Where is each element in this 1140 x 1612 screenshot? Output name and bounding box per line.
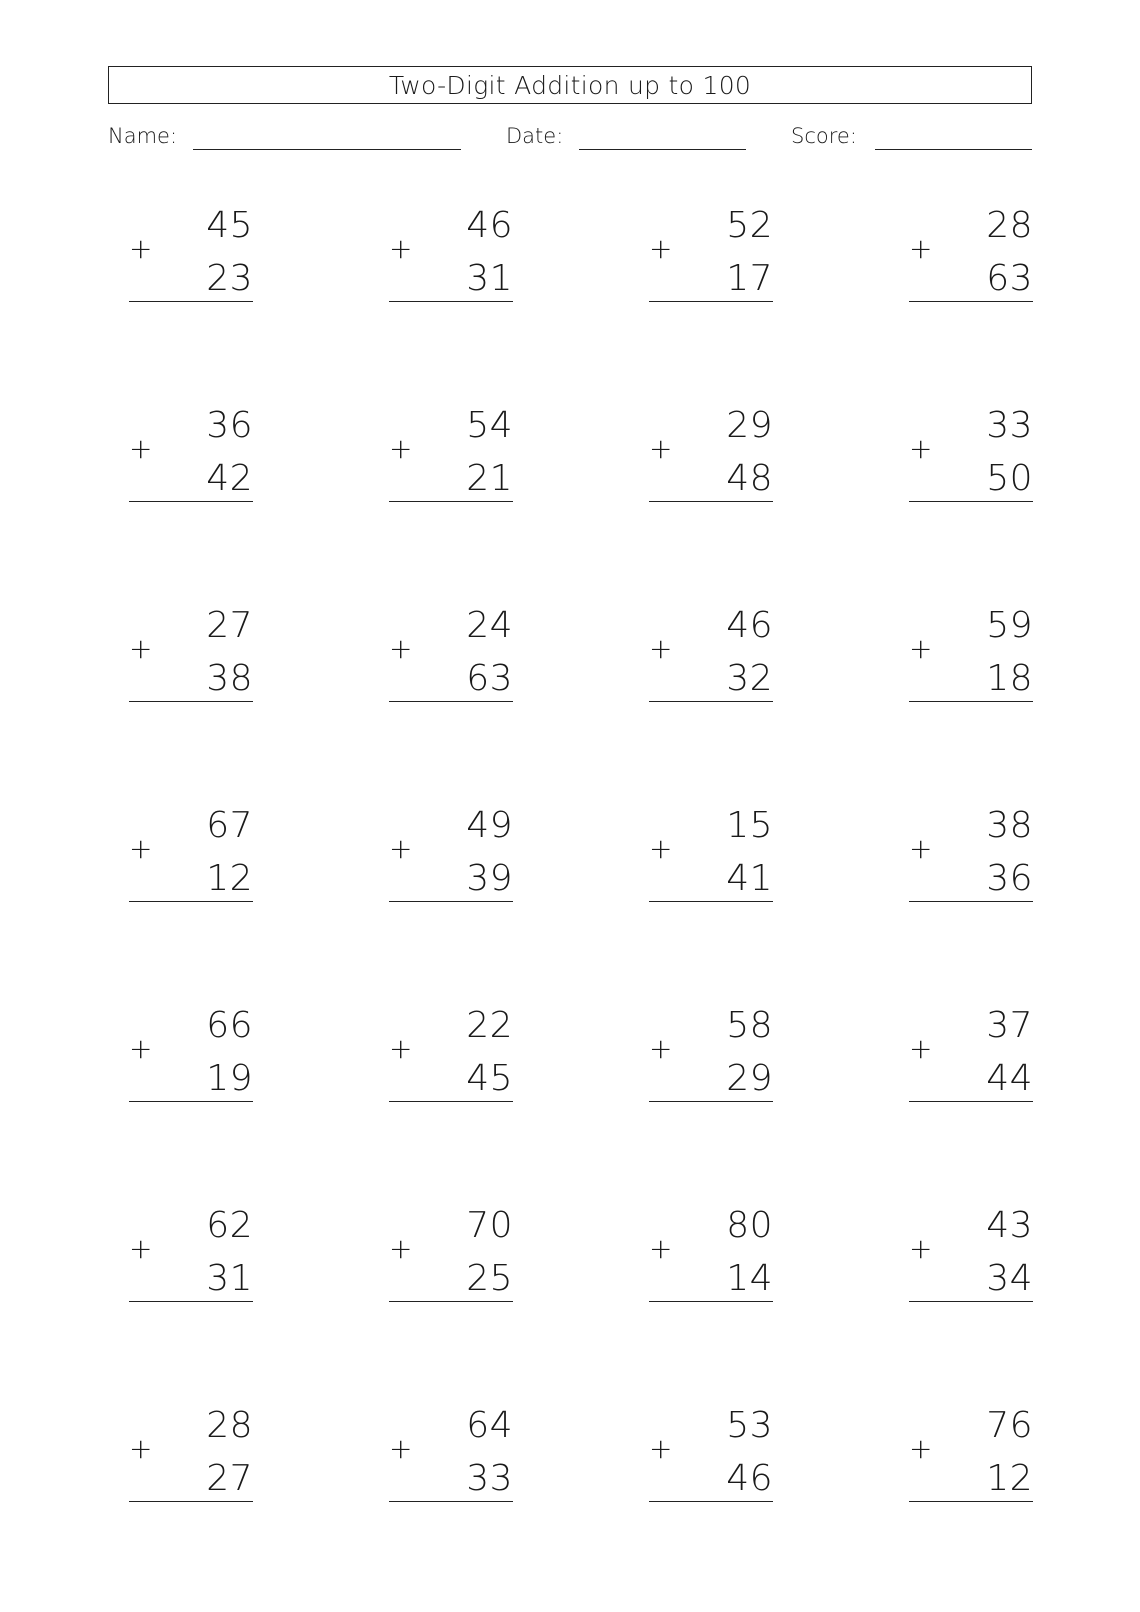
answer-line[interactable] [649, 701, 773, 702]
plus-sign: + [909, 1232, 933, 1265]
plus-sign: + [909, 1432, 933, 1465]
answer-line[interactable] [389, 901, 513, 902]
addition-problem [649, 1198, 773, 1308]
answer-line[interactable] [129, 1501, 253, 1502]
second-addend: 34 [986, 1258, 1033, 1299]
addition-problem [129, 398, 253, 508]
answer-line[interactable] [389, 701, 513, 702]
plus-sign: + [389, 632, 413, 665]
answer-line[interactable] [389, 1501, 513, 1502]
date-label: Date: [506, 124, 564, 148]
addition-problem [129, 598, 253, 708]
first-addend: 46 [726, 605, 773, 646]
second-addend: 33 [466, 1458, 513, 1499]
answer-line[interactable] [129, 501, 253, 502]
second-addend: 63 [986, 258, 1033, 299]
plus-sign: + [129, 632, 153, 665]
plus-sign: + [389, 1032, 413, 1065]
second-addend: 36 [986, 858, 1033, 899]
first-addend: 29 [726, 405, 773, 446]
first-addend: 27 [206, 605, 253, 646]
plus-sign: + [389, 1232, 413, 1265]
plus-sign: + [909, 832, 933, 865]
plus-sign: + [649, 1432, 673, 1465]
answer-line[interactable] [649, 1501, 773, 1502]
plus-sign: + [129, 1432, 153, 1465]
addition-problem [649, 798, 773, 908]
first-addend: 46 [466, 205, 513, 246]
addition-problem [909, 998, 1033, 1108]
second-addend: 19 [206, 1058, 253, 1099]
addition-problem [909, 398, 1033, 508]
second-addend: 27 [206, 1458, 253, 1499]
plus-sign: + [389, 432, 413, 465]
name-label: Name: [108, 124, 178, 148]
worksheet-title: Two-Digit Addition up to 100 [108, 66, 1032, 104]
plus-sign: + [649, 432, 673, 465]
answer-line[interactable] [649, 1301, 773, 1302]
answer-line[interactable] [909, 1101, 1033, 1102]
first-addend: 38 [986, 805, 1033, 846]
second-addend: 14 [726, 1258, 773, 1299]
plus-sign: + [649, 832, 673, 865]
first-addend: 66 [206, 1005, 253, 1046]
first-addend: 45 [206, 205, 253, 246]
answer-line[interactable] [909, 501, 1033, 502]
answer-line[interactable] [389, 1301, 513, 1302]
addition-problem [909, 798, 1033, 908]
second-addend: 25 [466, 1258, 513, 1299]
addition-problem [909, 1198, 1033, 1308]
plus-sign: + [649, 1032, 673, 1065]
first-addend: 28 [986, 205, 1033, 246]
addition-problem [389, 798, 513, 908]
plus-sign: + [909, 1032, 933, 1065]
second-addend: 50 [986, 458, 1033, 499]
second-addend: 63 [466, 658, 513, 699]
plus-sign: + [909, 232, 933, 265]
second-addend: 38 [206, 658, 253, 699]
plus-sign: + [129, 432, 153, 465]
second-addend: 12 [206, 858, 253, 899]
second-addend: 29 [726, 1058, 773, 1099]
addition-problem [129, 798, 253, 908]
first-addend: 54 [466, 405, 513, 446]
name-field-line[interactable] [193, 149, 461, 150]
answer-line[interactable] [909, 1301, 1033, 1302]
plus-sign: + [129, 832, 153, 865]
first-addend: 52 [726, 205, 773, 246]
answer-line[interactable] [389, 301, 513, 302]
addition-problem [389, 998, 513, 1108]
addition-problem [129, 1398, 253, 1508]
plus-sign: + [389, 232, 413, 265]
addition-problem [649, 598, 773, 708]
answer-line[interactable] [649, 301, 773, 302]
plus-sign: + [389, 832, 413, 865]
first-addend: 53 [726, 1405, 773, 1446]
plus-sign: + [909, 432, 933, 465]
second-addend: 41 [726, 858, 773, 899]
addition-problem [389, 1198, 513, 1308]
second-addend: 12 [986, 1458, 1033, 1499]
answer-line[interactable] [909, 701, 1033, 702]
plus-sign: + [649, 1232, 673, 1265]
addition-problem [649, 998, 773, 1108]
addition-problem [129, 998, 253, 1108]
second-addend: 44 [986, 1058, 1033, 1099]
second-addend: 23 [206, 258, 253, 299]
addition-problem [649, 398, 773, 508]
first-addend: 80 [726, 1205, 773, 1246]
plus-sign: + [909, 632, 933, 665]
plus-sign: + [129, 1232, 153, 1265]
answer-line[interactable] [649, 501, 773, 502]
second-addend: 46 [726, 1458, 773, 1499]
second-addend: 45 [466, 1058, 513, 1099]
plus-sign: + [129, 1032, 153, 1065]
addition-problem [389, 1398, 513, 1508]
first-addend: 70 [466, 1205, 513, 1246]
addition-problem [129, 1198, 253, 1308]
addition-problem [909, 1398, 1033, 1508]
addition-problem [649, 198, 773, 308]
answer-line[interactable] [649, 1101, 773, 1102]
second-addend: 48 [726, 458, 773, 499]
addition-problem [129, 198, 253, 308]
second-addend: 31 [466, 258, 513, 299]
second-addend: 17 [726, 258, 773, 299]
second-addend: 42 [206, 458, 253, 499]
answer-line[interactable] [129, 901, 253, 902]
answer-line[interactable] [129, 301, 253, 302]
score-field-line[interactable] [875, 149, 1032, 150]
answer-line[interactable] [909, 901, 1033, 902]
answer-line[interactable] [389, 501, 513, 502]
plus-sign: + [389, 1432, 413, 1465]
second-addend: 32 [726, 658, 773, 699]
answer-line[interactable] [129, 701, 253, 702]
addition-problem [389, 198, 513, 308]
plus-sign: + [649, 232, 673, 265]
first-addend: 36 [206, 405, 253, 446]
first-addend: 49 [466, 805, 513, 846]
addition-problem [909, 198, 1033, 308]
date-field-line[interactable] [579, 149, 746, 150]
info-row [0, 122, 1140, 154]
first-addend: 24 [466, 605, 513, 646]
addition-problem [389, 598, 513, 708]
first-addend: 64 [466, 1405, 513, 1446]
answer-line[interactable] [649, 901, 773, 902]
first-addend: 62 [206, 1205, 253, 1246]
answer-line[interactable] [389, 1101, 513, 1102]
addition-problem [389, 398, 513, 508]
plus-sign: + [649, 632, 673, 665]
plus-sign: + [129, 232, 153, 265]
addition-problem [649, 1398, 773, 1508]
first-addend: 33 [986, 405, 1033, 446]
first-addend: 15 [726, 805, 773, 846]
first-addend: 22 [466, 1005, 513, 1046]
answer-line[interactable] [129, 1301, 253, 1302]
second-addend: 18 [986, 658, 1033, 699]
first-addend: 43 [986, 1205, 1033, 1246]
answer-line[interactable] [909, 1501, 1033, 1502]
second-addend: 39 [466, 858, 513, 899]
first-addend: 37 [986, 1005, 1033, 1046]
first-addend: 76 [986, 1405, 1033, 1446]
second-addend: 21 [466, 458, 513, 499]
first-addend: 28 [206, 1405, 253, 1446]
addition-problem [909, 598, 1033, 708]
score-label: Score: [791, 124, 857, 148]
second-addend: 31 [206, 1258, 253, 1299]
answer-line[interactable] [129, 1101, 253, 1102]
answer-line[interactable] [909, 301, 1033, 302]
first-addend: 58 [726, 1005, 773, 1046]
first-addend: 67 [206, 805, 253, 846]
first-addend: 59 [986, 605, 1033, 646]
